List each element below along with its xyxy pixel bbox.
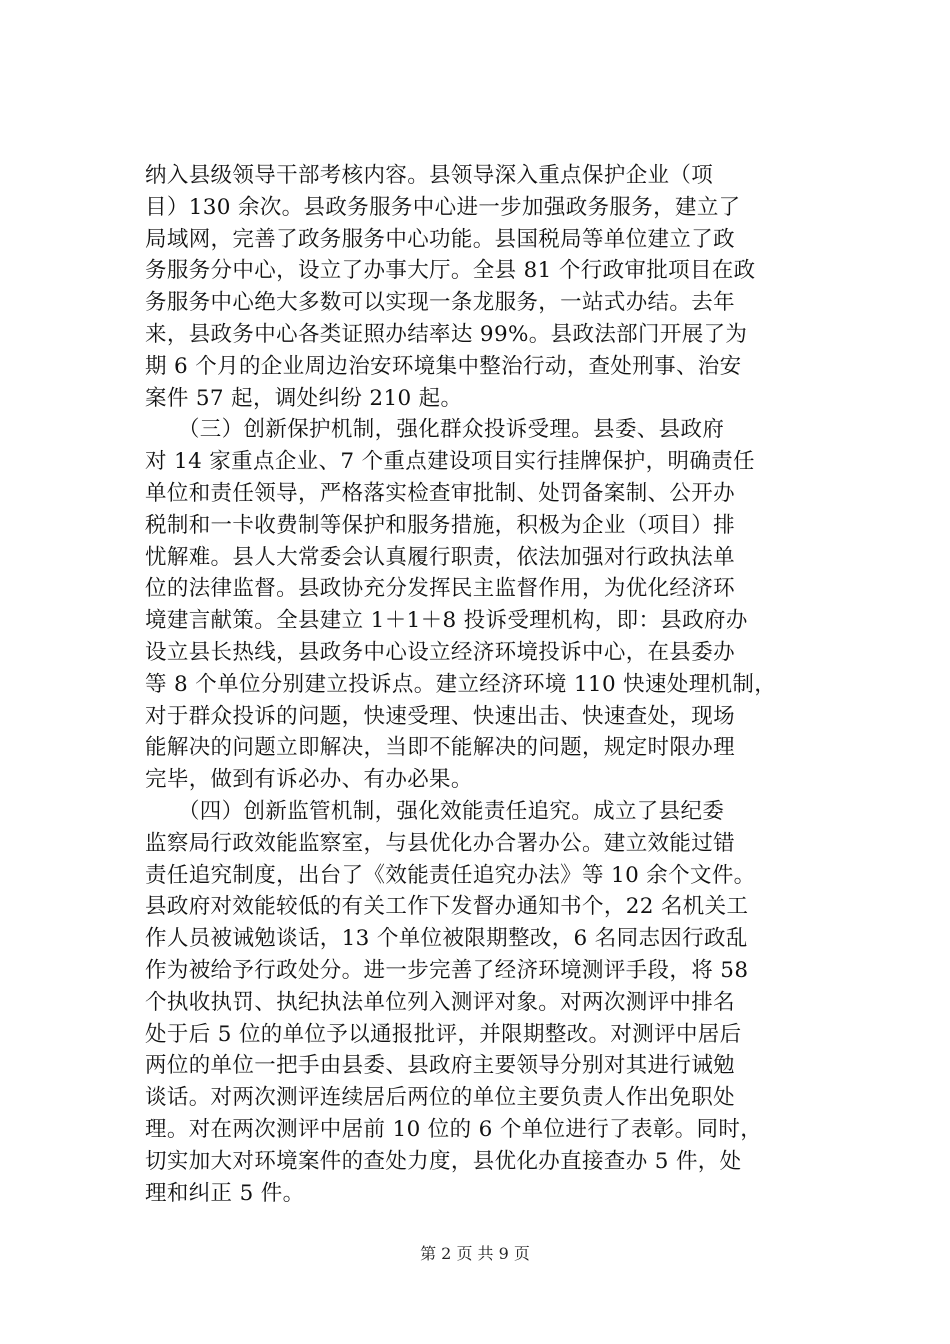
text-line: 税制和一卡收费制等保护和服务措施，积极为企业（项目）排 xyxy=(145,512,735,538)
text-line: 监察局行政效能监察室，与县优化办合署办公。建立效能过错 xyxy=(145,830,735,856)
text-line: 境建言献策。全县建立 1＋1＋8 投诉受理机构，即：县政府办 xyxy=(145,608,748,634)
text-line: 理。对在两次测评中居前 10 位的 6 个单位进行了表彰。同时， xyxy=(145,1116,763,1142)
text-line: 作为被给予行政处分。进一步完善了经济环境测评手段，将 58 xyxy=(145,957,749,983)
text-line: 能解决的问题立即解决，当即不能解决的问题，规定时限办理 xyxy=(145,735,735,761)
text-line: 等 8 个单位分别建立投诉点。建立经济环境 110 快速处理机制， xyxy=(145,671,777,697)
text-line: （三）创新保护机制，强化群众投诉受理。县委、县政府 xyxy=(145,417,725,443)
text-line: 县政府对效能较低的有关工作下发督办通知书个，22 名机关工 xyxy=(145,894,749,920)
text-line: 谈话。对两次测评连续居后两位的单位主要负责人作出免职处 xyxy=(145,1085,735,1111)
text-line: 责任追究制度，出台了《效能责任追究办法》等 10 余个文件。 xyxy=(145,862,756,888)
text-line: 个执收执罚、执纪执法单位列入测评对象。对两次测评中排名 xyxy=(145,989,735,1015)
text-line: 务服务分中心，设立了办事大厅。全县 81 个行政审批项目在政 xyxy=(145,258,756,284)
text-line: 理和纠正 5 件。 xyxy=(145,1180,305,1206)
text-line: 案件 57 起，调处纠纷 210 起。 xyxy=(145,385,463,411)
text-line: 来，县政务中心各类证照办结率达 99%。县政法部门开展了为 xyxy=(145,321,748,347)
text-line: 单位和责任领导，严格落实检查审批制、处罚备案制、公开办 xyxy=(145,480,735,506)
text-line: 目）130 余次。县政务服务中心进一步加强政务服务，建立了 xyxy=(145,194,741,220)
text-line: 局域网，完善了政务服务中心功能。县国税局等单位建立了政 xyxy=(145,226,735,252)
text-line: 期 6 个月的企业周边治安环境集中整治行动，查处刑事、治安 xyxy=(145,353,742,379)
text-line: 设立县长热线，县政务中心设立经济环境投诉中心，在县委办 xyxy=(145,639,735,665)
text-line: 切实加大对环境案件的查处力度，县优化办直接查办 5 件，处 xyxy=(145,1148,742,1174)
text-line: （四）创新监管机制，强化效能责任追究。成立了县纪委 xyxy=(145,798,725,824)
text-line: 对 14 家重点企业、7 个重点建设项目实行挂牌保护，明确责任 xyxy=(145,449,755,475)
text-line: 完毕，做到有诉必办、有办必果。 xyxy=(145,767,473,793)
text-line: 两位的单位一把手由县委、县政府主要领导分别对其进行诫勉 xyxy=(145,1053,735,1079)
text-line: 对于群众投诉的问题，快速受理、快速出击、快速查处，现场 xyxy=(145,703,735,729)
text-line: 忧解难。县人大常委会认真履行职责，依法加强对行政执法单 xyxy=(145,544,735,570)
text-line: 务服务中心绝大多数可以实现一条龙服务，一站式办结。去年 xyxy=(145,290,735,316)
text-line: 纳入县级领导干部考核内容。县领导深入重点保护企业（项 xyxy=(145,163,714,188)
text-line: 处于后 5 位的单位予以通报批评，并限期整改。对测评中居后 xyxy=(145,1021,742,1047)
text-line: 作人员被诫勉谈话，13 个单位被限期整改，6 名同志因行政乱 xyxy=(145,926,748,952)
text-line: 位的法律监督。县政协充分发挥民主监督作用，为优化经济环 xyxy=(145,576,735,602)
page-number-footer: 第 2 页 共 9 页 xyxy=(420,1244,530,1263)
body-text xyxy=(145,160,835,1209)
